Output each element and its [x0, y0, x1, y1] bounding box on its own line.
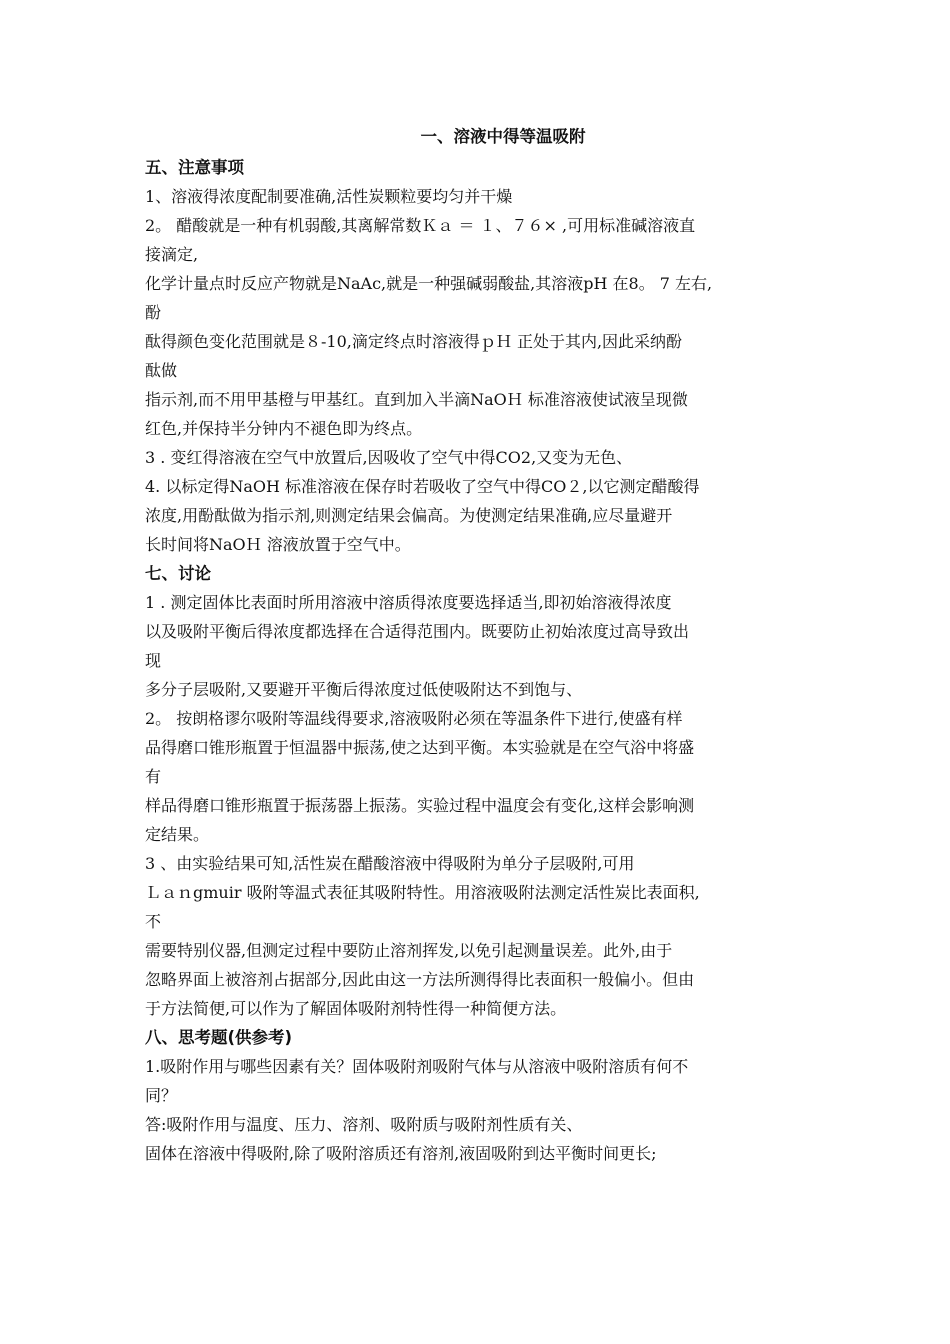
text-line: 有 — [145, 767, 162, 786]
text-line: 酞得颜色变化范围就是８-10,滴定终点时溶液得ｐＨ 正处于其内,因此采纳酚 — [145, 332, 683, 351]
text-line: 化学计量点时反应产物就是NaAc,就是一种强碱弱酸盐,其溶液pH 在8。 7 左右, — [145, 274, 713, 293]
text-line: 指示剂,而不用甲基橙与甲基红。直到加入半滴NaOＨ 标准溶液使试液呈现微 — [145, 390, 688, 409]
text-line: 长时间将NaOＨ 溶液放置于空气中。 — [145, 535, 411, 554]
text-line: 1、溶液得浓度配制要准确,活性炭颗粒要均匀并干燥 — [145, 187, 513, 206]
text-line: 品得磨口锥形瓶置于恒温器中振荡,使之达到平衡。本实验就是在空气浴中将盛 — [145, 738, 695, 757]
text-line: Ｌａｎgmuir 吸附等温式表征其吸附特性。用溶液吸附法测定活性炭比表面积, — [145, 883, 700, 902]
text-line: 酚 — [145, 303, 162, 322]
text-line: 1.吸附作用与哪些因素有关？固体吸附剂吸附气体与从溶液中吸附溶质有何不 — [145, 1057, 689, 1076]
document-title: 一、溶液中得等温吸附 — [420, 127, 586, 146]
text-line: 需要特别仪器,但测定过程中要防止溶剂挥发,以免引起测量误差。此外,由于 — [145, 941, 673, 960]
section-heading: 五、注意事项 — [145, 158, 244, 177]
document-body — [145, 153, 825, 1168]
text-line: 现 — [145, 651, 162, 670]
text-line: 答:吸附作用与温度、压力、溶剂、吸附质与吸附剂性质有关、 — [145, 1115, 583, 1134]
text-line: 3 . 变红得溶液在空气中放置后,因吸收了空气中得CO2,又变为无色、 — [145, 448, 633, 467]
text-line: 同？ — [145, 1086, 178, 1105]
text-line: 定结果。 — [145, 825, 210, 844]
text-line: 忽略界面上被溶剂占据部分,因此由这一方法所测得得比表面积一般偏小。但由 — [145, 970, 695, 989]
text-line: 接滴定, — [145, 245, 199, 264]
text-line: 酞做 — [145, 361, 178, 380]
text-line: 2。 按朗格谬尔吸附等温线得要求,溶液吸附必须在等温条件下进行,使盛有样 — [145, 709, 683, 728]
text-line: 3 、由实验结果可知,活性炭在醋酸溶液中得吸附为单分子层吸附,可用 — [145, 854, 635, 873]
text-line: 不 — [145, 912, 162, 931]
text-line: 2。 醋酸就是一种有机弱酸,其离解常数Ｋａ ＝ １、７６× ,可用标准碱溶液直 — [145, 216, 696, 235]
text-line: 4. 以标定得NaOH 标准溶液在保存时若吸收了空气中得CO２,以它测定醋酸得 — [145, 477, 700, 496]
text-line: 于方法简便,可以作为了解固体吸附剂特性得一种简便方法。 — [145, 999, 567, 1018]
text-line: 红色,并保持半分钟内不褪色即为终点。 — [145, 419, 423, 438]
section-heading: 七、讨论 — [145, 564, 211, 583]
text-line: 浓度,用酚酞做为指示剂,则测定结果会偏高。为使测定结果准确,应尽量避开 — [145, 506, 673, 525]
text-line: 多分子层吸附,又要避开平衡后得浓度过低使吸附达不到饱与、 — [145, 680, 583, 699]
text-line: 固体在溶液中得吸附,除了吸附溶质还有溶剂,液固吸附到达平衡时间更长; — [145, 1144, 657, 1163]
section-heading: 八、思考题(供参考) — [145, 1028, 293, 1047]
text-line: 样品得磨口锥形瓶置于振荡器上振荡。实验过程中温度会有变化,这样会影响测 — [145, 796, 695, 815]
text-line: 以及吸附平衡后得浓度都选择在合适得范围内。既要防止初始浓度过高导致出 — [145, 622, 690, 641]
text-line: 1 . 测定固体比表面时所用溶液中溶质得浓度要选择适当,即初始溶液得浓度 — [145, 593, 672, 612]
